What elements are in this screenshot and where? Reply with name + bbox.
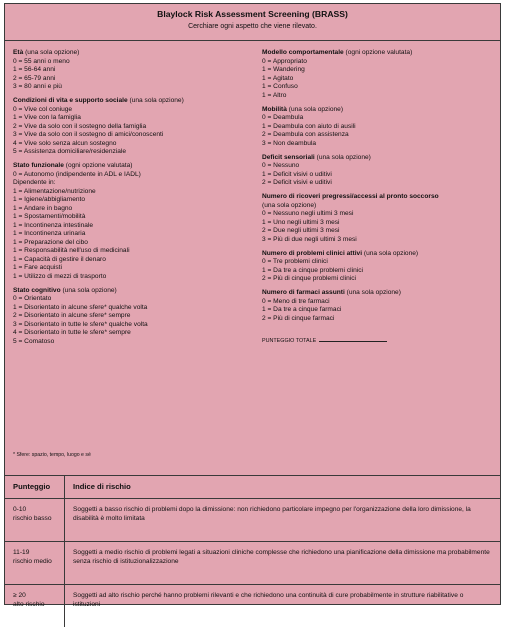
section-eta xyxy=(13,49,248,92)
option-item[interactable]: 1 = Disorientato in alcune sfere* qualche volta xyxy=(13,304,248,313)
section-title-text: Modello comportamentale xyxy=(262,49,344,56)
section-condizioni-di-vita-e-supporto-sociale xyxy=(13,97,248,157)
option-item[interactable]: 0 = Nessuno negli ultimi 3 mesi xyxy=(262,210,494,219)
section-numero-di-farmaci-assunti xyxy=(262,289,494,323)
risk-level: rischio medio xyxy=(13,558,56,567)
risk-description: Soggetti a basso rischio di problemi dopo la dimissione: non richiedono particolare impegno per l'organizzazione della loro dimissione, la disabilità è molto limitata xyxy=(65,499,501,542)
section-title xyxy=(13,49,248,58)
option-item[interactable]: 1 = Responsabilità nell'uso di medicinali xyxy=(13,247,248,256)
section-title-text: Età xyxy=(13,49,23,56)
score-cell xyxy=(5,585,65,627)
section-title xyxy=(262,289,494,298)
risk-level: alto rischio xyxy=(13,601,56,610)
option-item[interactable]: 3 = Più di due negli ultimi 3 mesi xyxy=(262,236,494,245)
option-item[interactable]: 3 = Vive da solo con il sostegno di amici/conoscenti xyxy=(13,131,248,140)
option-item[interactable]: 1 = Uno negli ultimi 3 mesi xyxy=(262,219,494,228)
option-item[interactable]: 2 = Deficit visivi e uditivi xyxy=(262,179,494,188)
section-title-text: Deficit sensoriali xyxy=(262,154,315,161)
option-item[interactable]: 1 = Agitato xyxy=(262,75,494,84)
section-note: (ogni opzione valutata) xyxy=(346,49,413,56)
section-title-text: Numero di problemi clinici attivi xyxy=(262,250,362,257)
option-item[interactable]: 2 = Due negli ultimi 3 mesi xyxy=(262,227,494,236)
section-title xyxy=(13,287,248,296)
score-range: ≥ 20 xyxy=(13,592,56,601)
score-cell xyxy=(5,542,65,585)
table-row xyxy=(5,542,500,585)
option-item[interactable]: 1 = Deficit visivi o uditivi xyxy=(262,171,494,180)
section-note: (una sola opzione) xyxy=(25,49,79,56)
option-item[interactable]: 3 = 80 anni e più xyxy=(13,83,248,92)
option-item[interactable]: 0 = Orientato xyxy=(13,295,248,304)
section-stato-funzionale xyxy=(13,162,248,281)
section-title xyxy=(262,106,494,115)
option-item[interactable]: 0 = 55 anni o meno xyxy=(13,58,248,67)
form-header xyxy=(5,4,500,41)
form-title: Blaylock Risk Assessment Screening (BRASS) xyxy=(5,4,500,20)
option-item[interactable]: 5 = Comatoso xyxy=(13,338,248,347)
risk-description: Soggetti ad alto rischio perché hanno problemi rilevanti e che richiedono una continuità di cure probabilmente in strutture riabilitative o istituzioni xyxy=(65,585,501,627)
header-risk-index: Indice di rischio xyxy=(65,476,501,499)
score-cell xyxy=(5,499,65,542)
section-title xyxy=(13,162,248,171)
section-title xyxy=(262,154,494,163)
section-numero-di-ricoveri-pregressi-accessi-al-pronto-soccorso xyxy=(262,193,494,244)
option-item[interactable]: 1 = Fare acquisti xyxy=(13,264,248,273)
option-item[interactable]: 2 = Disorientato in alcune sfere* sempre xyxy=(13,312,248,321)
section-title xyxy=(262,250,494,259)
footnote: * Sfere: spazio, tempo, luogo e sé xyxy=(13,451,91,459)
option-item[interactable]: 1 = 56-64 anni xyxy=(13,66,248,75)
section-note: (ogni opzione valutata) xyxy=(66,162,133,169)
table-row xyxy=(5,585,500,627)
option-item[interactable]: 0 = Autonomo (indipendente in ADL e IADL) xyxy=(13,171,248,180)
option-item[interactable]: 4 = Disorientato in tutte le sfere* sempre xyxy=(13,329,248,338)
option-item[interactable]: 1 = Wandering xyxy=(262,66,494,75)
section-title xyxy=(262,193,494,202)
section-title-text: Numero di farmaci assunti xyxy=(262,289,345,296)
section-title xyxy=(262,49,494,58)
header-score: Punteggio xyxy=(5,476,65,499)
option-item[interactable]: 5 = Assistenza domiciliare/residenziale xyxy=(13,148,248,157)
option-item[interactable]: 1 = Alimentazione/nutrizione xyxy=(13,188,248,197)
section-modello-comportamentale xyxy=(262,49,494,100)
option-item[interactable]: 1 = Igiene/abbigliamento xyxy=(13,196,248,205)
option-item[interactable]: 1 = Preparazione del cibo xyxy=(13,239,248,248)
section-note: (una sola opzione) xyxy=(262,202,494,211)
option-item[interactable]: 1 = Andare in bagno xyxy=(13,205,248,214)
option-item[interactable]: 1 = Incontinenza intestinale xyxy=(13,222,248,231)
option-item[interactable]: 2 = Deambula con assistenza xyxy=(262,131,494,140)
brass-form xyxy=(4,3,501,605)
option-item[interactable]: 2 = Vive da solo con il sostegno della famiglia xyxy=(13,123,248,132)
option-item[interactable]: 2 = 65-79 anni xyxy=(13,75,248,84)
section-note: (una sola opzione) xyxy=(130,97,184,104)
option-item[interactable]: 1 = Deambula con aiuto di ausili xyxy=(262,123,494,132)
total-score-label: PUNTEGGIO TOTALE xyxy=(262,338,316,344)
form-subtitle: Cerchiare ogni aspetto che viene rilevato. xyxy=(5,22,500,32)
option-item[interactable]: 3 = Disorientato in tutte le sfere* qualche volta xyxy=(13,321,248,330)
right-column xyxy=(262,49,494,346)
section-title-text: Stato funzionale xyxy=(13,162,64,169)
section-note: (una sola opzione) xyxy=(289,106,343,113)
section-title-text: Mobilità xyxy=(262,106,287,113)
section-mobilita xyxy=(262,106,494,149)
section-title-text: Stato cognitivo xyxy=(13,287,61,294)
option-item[interactable]: 1 = Utilizzo di mezzi di trasporto xyxy=(13,273,248,282)
section-note: (una sola opzione) xyxy=(347,289,401,296)
option-item[interactable]: 0 = Nessuno xyxy=(262,162,494,171)
section-title xyxy=(13,97,248,106)
option-item[interactable]: 1 = Capacità di gestire il denaro xyxy=(13,256,248,265)
option-item[interactable]: 2 = Più di cinque farmaci xyxy=(262,315,494,324)
option-item[interactable]: 1 = Altro xyxy=(262,92,494,101)
option-item[interactable]: 0 = Meno di tre farmaci xyxy=(262,298,494,307)
section-stato-cognitivo xyxy=(13,287,248,347)
left-column xyxy=(13,49,248,352)
section-deficit-sensoriali xyxy=(262,154,494,188)
option-item[interactable]: 4 = Vive solo senza alcun sostegno xyxy=(13,140,248,149)
total-score xyxy=(262,337,494,346)
option-item[interactable]: 0 = Tre problemi clinici xyxy=(262,258,494,267)
section-note: (una sola opzione) xyxy=(317,154,371,161)
table-row xyxy=(5,499,500,542)
option-item[interactable]: 3 = Non deambula xyxy=(262,140,494,149)
option-item[interactable]: Dipendente in: xyxy=(13,179,248,188)
score-range: 0-10 xyxy=(13,506,56,515)
section-title-text: Numero di ricoveri pregressi/accessi al pronto soccorso xyxy=(262,193,439,200)
total-score-field[interactable] xyxy=(319,341,387,342)
section-note: (una sola opzione) xyxy=(62,287,116,294)
risk-table xyxy=(5,476,500,627)
assessment-area xyxy=(5,41,500,476)
option-item[interactable]: 0 = Vive col coniuge xyxy=(13,106,248,115)
risk-table-header xyxy=(5,476,500,499)
option-item[interactable]: 0 = Deambula xyxy=(262,114,494,123)
risk-description: Soggetti a medio rischio di problemi legati a situazioni cliniche complesse che richiedono una pianificazione della dimissione ma probabilmente senza rischio di istituzionalizzazione xyxy=(65,542,501,585)
option-item[interactable]: 1 = Incontinenza urinaria xyxy=(13,230,248,239)
section-note: (una sola opzione) xyxy=(364,250,418,257)
score-range: 11-19 xyxy=(13,549,56,558)
option-item[interactable]: 2 = Più di cinque problemi clinici xyxy=(262,275,494,284)
option-item[interactable]: 1 = Vive con la famiglia xyxy=(13,114,248,123)
section-numero-di-problemi-clinici-attivi xyxy=(262,250,494,284)
option-item[interactable]: 1 = Spostamenti/mobilità xyxy=(13,213,248,222)
option-item[interactable]: 1 = Confuso xyxy=(262,83,494,92)
section-title-text: Condizioni di vita e supporto sociale xyxy=(13,97,128,104)
risk-level: rischio basso xyxy=(13,515,56,524)
option-item[interactable]: 0 = Appropriato xyxy=(262,58,494,67)
option-item[interactable]: 1 = Da tre a cinque farmaci xyxy=(262,306,494,315)
option-item[interactable]: 1 = Da tre a cinque problemi clinici xyxy=(262,267,494,276)
